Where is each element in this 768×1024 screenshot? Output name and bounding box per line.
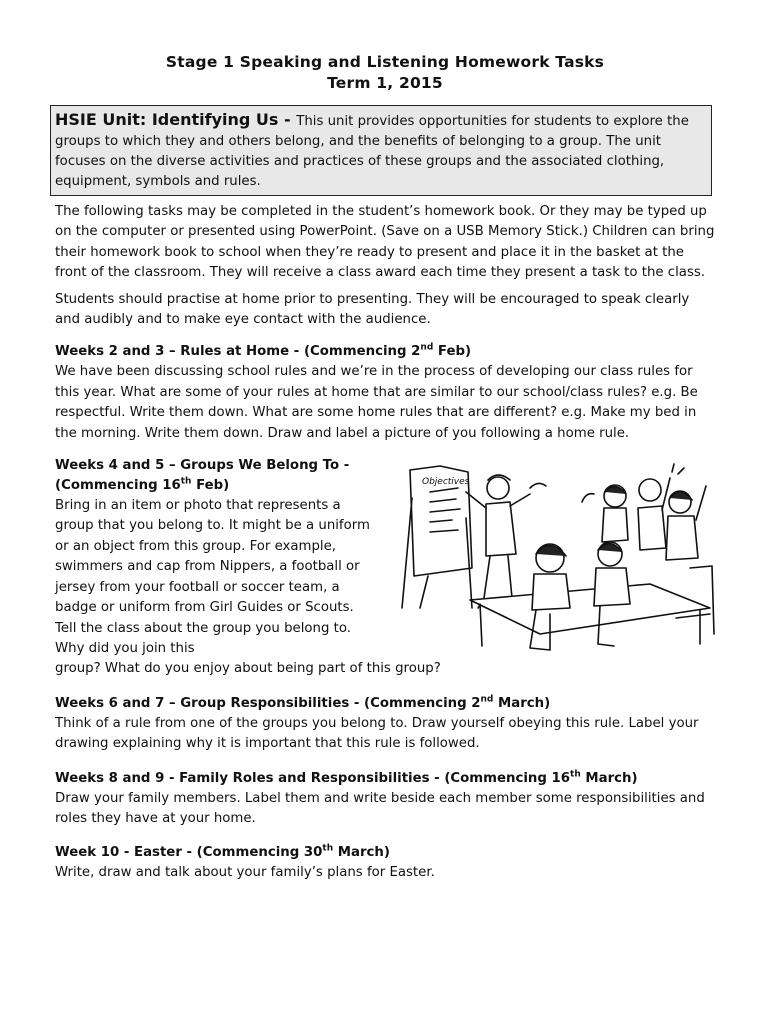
week-10-body: Write, draw and talk about your family’s plans for Easter. [55, 865, 435, 881]
week-4-5-heading-text: (Commencing 16 [55, 478, 181, 494]
week-6-7-body: Think of a rule from one of the groups you belong to. Draw yourself obeying this rule. Label your drawing explaining why it is important that this rule is followed. [55, 715, 699, 752]
week-8-9-heading-end: March) [580, 770, 638, 786]
week-10-heading-sup: th [322, 843, 334, 854]
intro-paragraph-1: The following tasks may be completed in the student’s homework book. Or they may be typed up on the computer or presented using PowerPoint. (Save on a USB Memory Stick.) Children can bring their homework book to school when they’re ready to present and place it in the basket at the front of the classroom. They will receive a class award each time they present a task to the class. [55, 204, 715, 281]
hsie-unit-box [50, 105, 712, 196]
week-6-7-heading-text: Weeks 6 and 7 – Group Responsibilities - (Commencing 2 [55, 695, 481, 711]
week-6-7-section [55, 694, 715, 755]
week-8-9-section [55, 769, 715, 830]
title-line-2: Term 1, 2015 [327, 74, 443, 92]
week-4-5-heading-line-1: Weeks 4 and 5 – Groups We Belong To - [55, 458, 350, 474]
week-10-heading [55, 843, 715, 863]
week-8-9-heading-sup: th [570, 769, 581, 780]
week-8-9-body: Draw your family members. Label them and write beside each member some responsibilities and roles they have at your home. [55, 790, 705, 826]
hsie-unit-heading: HSIE Unit: Identifying Us - [55, 110, 297, 129]
week-6-7-heading [55, 694, 715, 714]
group-meeting-illustration [400, 458, 720, 654]
intro-paragraph-2: Students should practise at home prior to presenting. They will be encouraged to speak clearly and audibly and to make eye contact with the audience. [55, 291, 690, 328]
document-title [55, 52, 715, 94]
week-4-5-body-tail: group? What do you enjoy about being part of this group? [55, 661, 441, 677]
document-page [55, 52, 715, 884]
week-4-5-body: Bring in an item or photo that represents a group that you belong to. It might be a uniform or an object from this group. For example, swimmers and cap from Nippers, a football or jersey from your football or soccer team, a badge or uniform from Girl Guides or Scouts. Tell the class about the group you belong to. Why did you join this [55, 498, 370, 656]
week-6-7-heading-end: March) [493, 695, 551, 711]
hsie-unit-text: This unit provides opportunities for students to explore the groups to which they and others belong, and the benefits of belonging to a group. The unit focuses on the diverse activities and practices of these groups and the associated clothing, equipment, symbols and rules. [55, 114, 689, 189]
week-6-7-heading-sup: nd [480, 694, 494, 705]
week-2-3-section [55, 342, 715, 444]
week-10-heading-end: March) [333, 845, 390, 861]
title-line-1: Stage 1 Speaking and Listening Homework Tasks [165, 53, 605, 71]
easel-label: Objectives [422, 477, 470, 488]
week-4-5-heading-sup: th [180, 476, 192, 487]
week-8-9-heading-text: Weeks 8 and 9 - Family Roles and Responsibilities - (Commencing 16 [55, 770, 571, 786]
week-2-3-heading [55, 342, 715, 362]
week-10-heading-text: Week 10 - Easter - (Commencing 30 [55, 845, 323, 861]
week-4-5-heading [55, 456, 370, 496]
week-2-3-heading-sup: nd [420, 343, 434, 354]
week-8-9-heading [55, 769, 715, 789]
week-10-section [55, 843, 715, 883]
week-2-3-heading-text: Weeks 2 and 3 – Rules at Home - (Commencing 2 [55, 344, 421, 360]
week-2-3-body: We have been discussing school rules and we’re in the process of developing our class rules for this year. What are some of your rules at home that are similar to our school/class rules? e.g. Be respectful. Write them down. What are some home rules that are different? e.g. Make my bed in the morning. Write them down. Draw and label a picture of you following a home rule. [55, 364, 698, 441]
week-4-5-section [55, 456, 715, 680]
week-4-5-heading-end: Feb) [191, 478, 230, 494]
week-2-3-heading-end: Feb) [433, 344, 472, 360]
